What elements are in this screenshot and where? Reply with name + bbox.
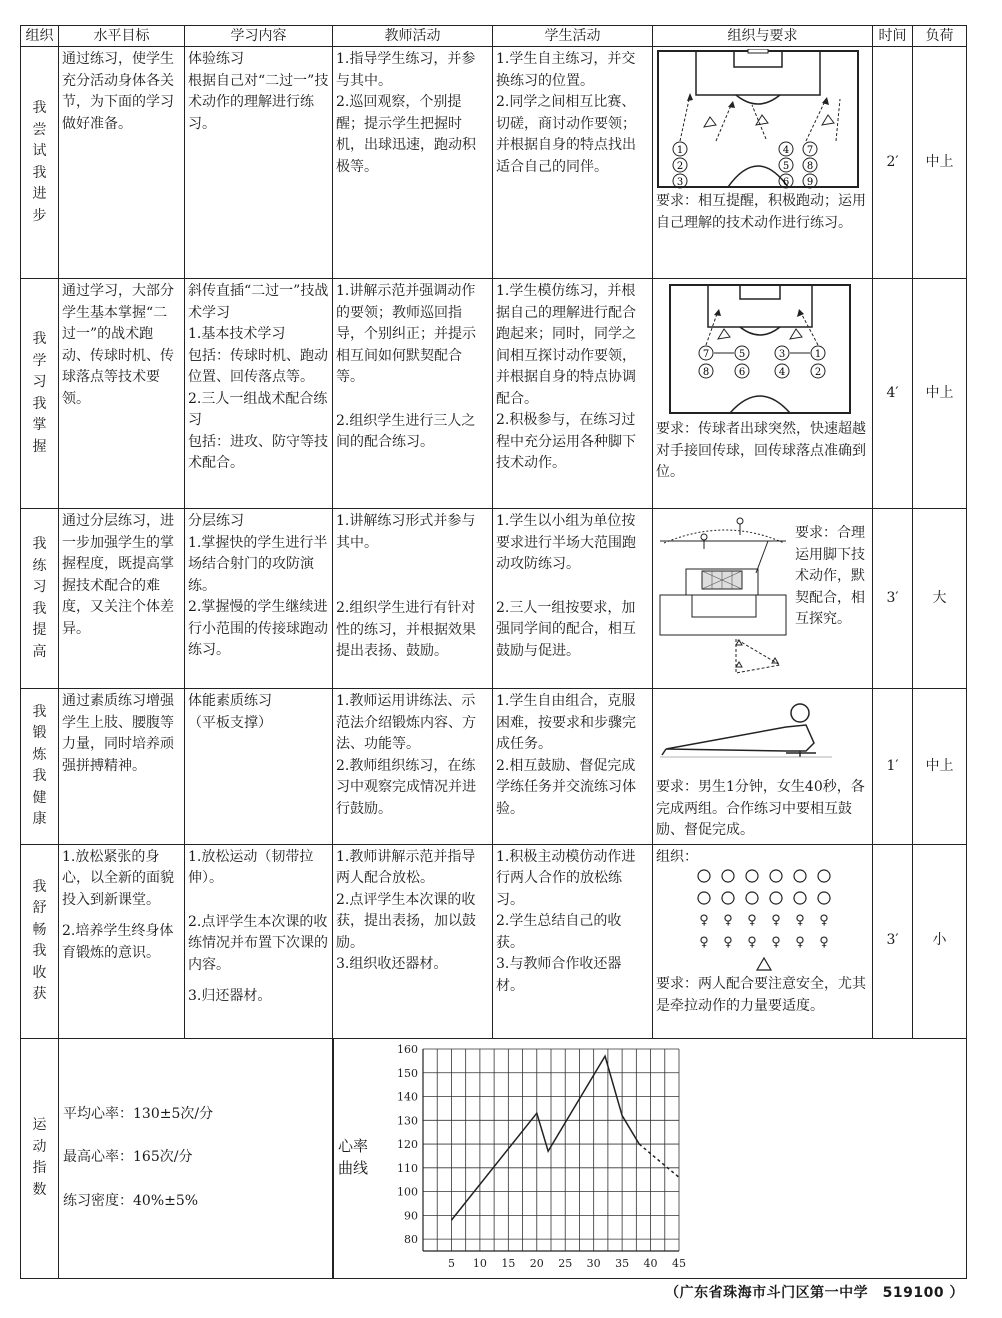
svg-text:♀: ♀ xyxy=(747,935,757,950)
goal-cell: 1.放松紧张的身心，以全新的面貌投入到新课堂。 2.培养学生终身体育锻炼的意识。 xyxy=(59,844,185,1038)
x-tick-label: 15 xyxy=(501,1256,516,1270)
student-cell: 1.学生自由组合，克服困难，按要求和步骤完成任务。 2.相互鼓励、督促完成学练任务并交流练习体验。 xyxy=(493,689,653,845)
y-tick-label: 160 xyxy=(397,1042,418,1056)
svg-text:♀: ♀ xyxy=(723,913,733,928)
header-cell: 负荷 xyxy=(913,26,967,47)
x-tick-label: 5 xyxy=(447,1256,455,1270)
time-cell: 2′ xyxy=(873,47,913,279)
organization-cell: 7 8 5 6 3 4 1 2 要求：传球者出球突然，快速超越对手接回传球，回传球落点准确到位。 xyxy=(653,279,873,509)
y-tick-label: 120 xyxy=(397,1137,418,1151)
teacher-cell: 1.教师讲解示范并指导两人配合放松。 2.点评学生本次课的收获，提出表扬，加以鼓励。 3.组织收还器材。 xyxy=(333,844,493,1038)
svg-text:♀: ♀ xyxy=(819,913,829,928)
svg-text:5: 5 xyxy=(782,161,790,172)
time-cell: 1′ xyxy=(873,689,913,845)
svg-text:4: 4 xyxy=(778,367,786,378)
svg-text:7: 7 xyxy=(702,349,710,360)
table-row xyxy=(21,279,967,509)
svg-text:7: 7 xyxy=(806,145,814,156)
svg-text:♀: ♀ xyxy=(795,913,805,928)
organization-cell: 要求：合理运用脚下技术动作，默契配合，相互探究。 xyxy=(653,509,873,689)
avg-heart-rate: 平均心率：130±5次/分 xyxy=(63,1105,214,1122)
svg-text:♀: ♀ xyxy=(771,913,781,928)
svg-text:♀: ♀ xyxy=(699,935,709,950)
group-label: 我 学 习 我 掌 握 xyxy=(21,279,59,509)
table-row xyxy=(21,689,967,845)
goal-cell: 通过分层练习，进一步加强学生的掌握程度，既提高掌握技术配合的难度，又关注个体差异。 xyxy=(59,509,185,689)
x-tick-label: 10 xyxy=(472,1256,487,1270)
time-cell: 3′ xyxy=(873,509,913,689)
x-tick-label: 40 xyxy=(643,1256,658,1270)
x-tick-label: 45 xyxy=(672,1256,686,1270)
formation-diagram xyxy=(656,868,866,974)
group-label: 我 舒 畅 我 收 获 xyxy=(21,844,59,1038)
y-tick-label: 140 xyxy=(397,1090,418,1104)
svg-text:4: 4 xyxy=(782,145,790,156)
svg-text:♀: ♀ xyxy=(723,935,733,950)
time-cell: 4′ xyxy=(873,279,913,509)
table-row xyxy=(21,47,967,279)
content-cell: 体验练习 根据自己对“二过一”技术动作的理解进行练习。 xyxy=(185,47,333,279)
svg-text:♀: ♀ xyxy=(795,935,805,950)
svg-text:5: 5 xyxy=(738,349,746,360)
header-row xyxy=(21,26,967,47)
svg-text:2: 2 xyxy=(814,367,822,378)
organization-cell: 组织： ♀ ♀ ♀ ♀ ♀ ♀ ♀ ♀ ♀ ♀ ♀ ♀ 要求：两人配合要注意安全，尤其是牵拉动作的力量要适度。 xyxy=(653,844,873,1038)
load-cell: 中上 xyxy=(913,47,967,279)
exercise-density: 练习密度：40%±5% xyxy=(63,1192,199,1209)
svg-text:6: 6 xyxy=(738,367,746,378)
student-cell: 1.积极主动模仿动作进行两人合作的放松练习。 2.学生总结自己的收获。 3.与教师合作收还器材。 xyxy=(493,844,653,1038)
organization-cell: 要求：男生1分钟，女生40秒，各完成两组。合作练习中要相互鼓励、督促完成。 xyxy=(653,689,873,845)
student-cell: 1.学生自主练习，并交换练习的位置。 2.同学之间相互比赛、切磋，商讨动作要领；并根据自身的特点找出适合自己的同伴。 xyxy=(493,47,653,279)
group-label: 我 锻 炼 我 健 康 xyxy=(21,689,59,845)
teacher-cell: 1.教师运用讲练法、示范法介绍锻炼内容、方法、功能等。 2.教师组织练习，在练习中观察完成情况并进行鼓励。 xyxy=(333,689,493,845)
index-values-cell xyxy=(59,1038,333,1278)
student-cell: 1.学生模仿练习，并根据自己的理解进行配合跑起来；同时，同学之间相互探讨动作要领，并根据自身的特点协调配合。 2.积极参与，在练习过程中充分运用各种脚下技术动作。 xyxy=(493,279,653,509)
svg-text:8: 8 xyxy=(702,367,710,378)
svg-text:3: 3 xyxy=(676,177,684,188)
time-cell: 3′ xyxy=(873,844,913,1038)
y-tick-label: 130 xyxy=(397,1113,418,1127)
group-label: 我 尝 试 我 进 步 xyxy=(21,47,59,279)
curve-cell xyxy=(333,1038,967,1278)
group-label: 我 练 习 我 提 高 xyxy=(21,509,59,689)
y-tick-label: 80 xyxy=(404,1232,418,1246)
y-tick-label: 100 xyxy=(397,1185,418,1199)
footer-school: （广东省珠海市斗门区第一中学 519100 ） xyxy=(665,1285,964,1301)
svg-text:2: 2 xyxy=(676,161,684,172)
max-heart-rate: 最高心率：165次/分 xyxy=(63,1149,193,1166)
svg-text:1: 1 xyxy=(676,145,684,156)
header-cell: 学习内容 xyxy=(185,26,333,47)
content-cell: 斜传直插“二过一”技战术学习 1.基本技术学习 包括：传球时机、跑动位置、回传落点等。 2.三人一组战术配合练习 包括：进攻、防守等技术配合。 xyxy=(185,279,333,509)
content-cell: 体能素质练习 （平板支撑） xyxy=(185,689,333,845)
teacher-cell: 1.指导学生练习，并参与其中。 2.巡回观察，个别提醒；提示学生把握时机，出球迅速，跑动积极等。 xyxy=(333,47,493,279)
load-cell: 大 xyxy=(913,509,967,689)
y-tick-label: 110 xyxy=(397,1161,418,1175)
header-cell: 组织与要求 xyxy=(653,26,873,47)
x-tick-label: 20 xyxy=(529,1256,544,1270)
header-cell: 组织 xyxy=(21,26,59,47)
organization-cell: 1 2 3 4 5 6 7 8 9 要求：相互提醒，积极跑动；运用自己理解的技术动作进行练习。 xyxy=(653,47,873,279)
svg-text:♀: ♀ xyxy=(699,913,709,928)
teacher-cell: 1.讲解示范并强调动作的要领；教师巡回指导，个别纠正；并提示相互间如何默契配合等。 2.组织学生进行三人之间的配合练习。 xyxy=(333,279,493,509)
table-row xyxy=(21,509,967,689)
curve-label: 心率 曲线 xyxy=(337,1136,368,1177)
drill-diagram xyxy=(656,513,790,683)
svg-text:♀: ♀ xyxy=(771,935,781,950)
content-cell: 分层练习 1.掌握快的学生进行半场结合射门的攻防演练。 2.掌握慢的学生继续进行小范围的传接球跑动练习。 xyxy=(185,509,333,689)
table-row xyxy=(21,844,967,1038)
load-cell: 中上 xyxy=(913,689,967,845)
lesson-plan-sheet xyxy=(20,25,966,1279)
field-diagram xyxy=(656,281,862,419)
x-tick-label: 30 xyxy=(586,1256,601,1270)
student-cell: 1.学生以小组为单位按要求进行半场大范围跑动攻防练习。 2.三人一组按要求，加强同学间的配合，相互鼓励与促进。 xyxy=(493,509,653,689)
svg-text:8: 8 xyxy=(806,161,814,172)
svg-text:1: 1 xyxy=(814,349,822,360)
index-label: 运 动 指 数 xyxy=(21,1038,59,1278)
header-cell: 水平目标 xyxy=(59,26,185,47)
header-cell: 时间 xyxy=(873,26,913,47)
header-cell: 学生活动 xyxy=(493,26,653,47)
index-row xyxy=(21,1038,967,1278)
x-tick-label: 35 xyxy=(615,1256,630,1270)
load-cell: 中上 xyxy=(913,279,967,509)
svg-text:♀: ♀ xyxy=(819,935,829,950)
svg-text:9: 9 xyxy=(806,177,814,188)
goal-cell: 通过素质练习增强学生上肢、腰腹等力量，同时培养顽强拼搏精神。 xyxy=(59,689,185,845)
svg-text:♀: ♀ xyxy=(747,913,757,928)
goal-cell: 通过练习，使学生充分活动身体各关节，为下面的学习做好准备。 xyxy=(59,47,185,279)
header-cell: 教师活动 xyxy=(333,26,493,47)
field-diagram xyxy=(656,49,862,191)
svg-text:6: 6 xyxy=(782,177,790,188)
y-tick-label: 90 xyxy=(404,1208,418,1222)
load-cell: 小 xyxy=(913,844,967,1038)
goal-cell: 通过学习，大部分学生基本掌握“二过一”的战术跑动、传球时机、传球落点等技术要领。 xyxy=(59,279,185,509)
x-tick-label: 25 xyxy=(558,1256,573,1270)
heart-rate-chart xyxy=(379,1043,739,1275)
teacher-cell: 1.讲解练习形式并参与其中。 2.组织学生进行有针对性的练习，并根据效果提出表扬、鼓励。 xyxy=(333,509,493,689)
y-tick-label: 150 xyxy=(397,1066,418,1080)
content-cell: 1.放松运动（韧带拉伸）。 2.点评学生本次课的收练情况并布置下次课的内容。 3.归还器材。 xyxy=(185,844,333,1038)
heart-rate-line xyxy=(639,1144,679,1177)
lesson-plan-table xyxy=(20,25,967,1279)
svg-text:3: 3 xyxy=(778,349,786,360)
plank-figure-icon xyxy=(656,691,866,777)
